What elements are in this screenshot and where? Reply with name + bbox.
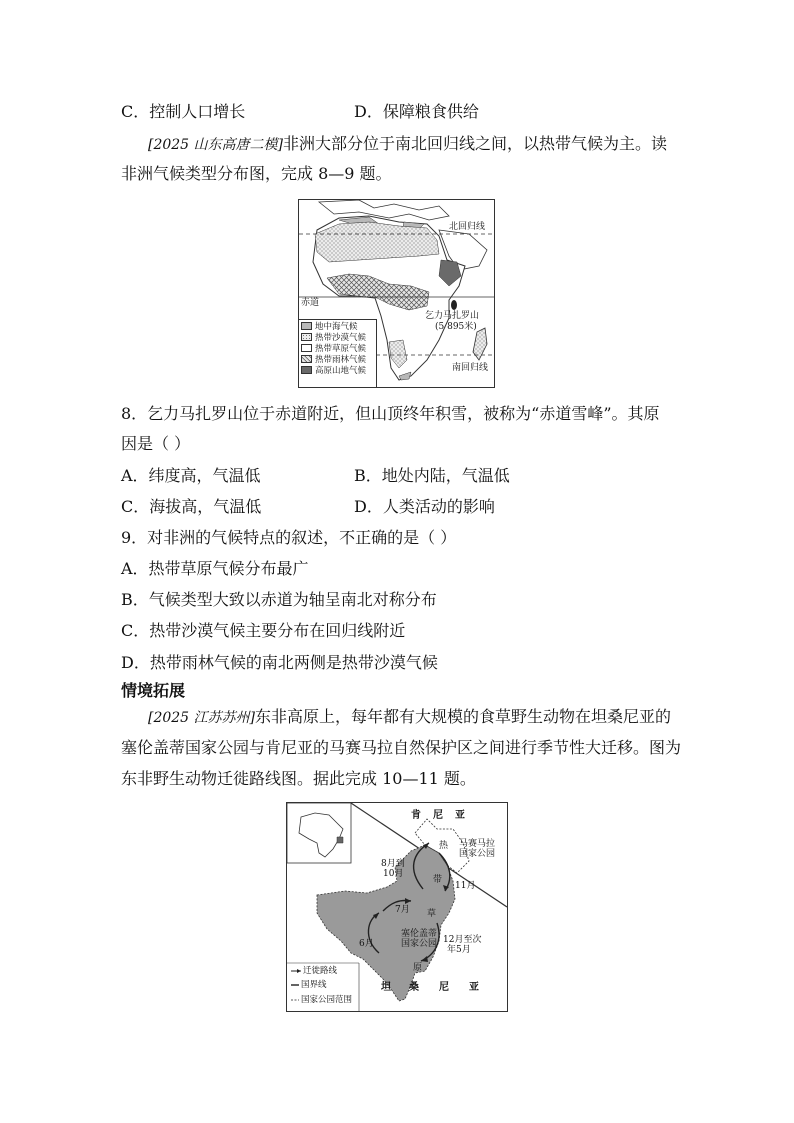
intro-2-line-3: 东非野生动物迁徙路线图。据此完成 10—11 题。 <box>121 769 476 788</box>
legend-route: 迁徙路线 <box>303 966 338 976</box>
source-tag-2: [2025 江苏苏州] <box>148 710 256 726</box>
label-tz-4: 亚 <box>469 982 479 993</box>
intro-2-line-1 <box>148 706 671 729</box>
label-aug: 8月到 <box>381 859 405 869</box>
intro-2-text: 东非高原上，每年都有大规模的食草野生动物在坦桑尼亚的 <box>255 707 672 726</box>
label-kenya-3: 亚 <box>455 810 465 821</box>
q8-option-c: C．海拔高，气温低 <box>121 497 262 516</box>
label-masai-1: 马赛马拉 <box>459 839 496 849</box>
label-jul: 7月 <box>395 905 410 915</box>
intro-1-line-1 <box>148 133 667 156</box>
sahara-desert <box>315 222 439 262</box>
q8-option-a: A．纬度高，气温低 <box>121 466 261 485</box>
legend-savanna: 热带草原气候 <box>299 342 376 353</box>
label-kilimanjaro: 乞力马扎罗山 <box>425 311 480 321</box>
label-dec: 12月至次 <box>443 935 482 945</box>
label-tz-3: 尼 <box>439 982 449 993</box>
label-tropic-south: 南回归线 <box>452 363 489 373</box>
option-c-prev: C．控制人口增长 <box>121 102 246 121</box>
migration-map <box>286 802 508 1012</box>
q8-option-b: B．地处内陆，气温低 <box>354 466 510 485</box>
label-yuan: 原 <box>413 963 423 973</box>
legend-mediterranean: 地中海气候 <box>299 320 376 331</box>
q9-stem: 9．对非洲的气候特点的叙述，不正确的是（ ） <box>121 528 457 547</box>
intro-2-line-2: 塞伦盖蒂国家公园与肯尼亚的马赛马拉自然保护区之间进行季节性大迁移。图为 <box>121 738 682 757</box>
label-kenya-1: 肯 <box>411 810 421 821</box>
q9-option-a: A．热带草原气候分布最广 <box>121 559 309 578</box>
climate-legend <box>299 319 377 387</box>
legend-highland: 高原山地气候 <box>299 364 376 375</box>
label-may: 年5月 <box>447 945 471 955</box>
label-tropic-north: 北回归线 <box>449 222 486 232</box>
section-title: 情境拓展 <box>121 681 186 700</box>
label-masai-2: 国家公园 <box>459 849 496 859</box>
q9-option-c: C．热带沙漠气候主要分布在回归线附近 <box>121 621 406 640</box>
label-cao: 草 <box>427 909 437 919</box>
label-kilimanjaro-height: (5 895米) <box>435 322 477 332</box>
intro-1-line-2: 非洲气候类型分布图，完成 8—9 题。 <box>121 164 392 183</box>
intro-1-text: 非洲大部分位于南北回归线之间，以热带气候为主。读 <box>283 134 668 153</box>
legend-border: 国界线 <box>301 980 327 990</box>
label-dai: 带 <box>433 875 443 885</box>
label-nov: 11月 <box>455 881 476 891</box>
legend-park: 国家公园范围 <box>301 995 353 1005</box>
label-serengeti-2: 国家公园 <box>401 939 438 949</box>
source-tag: [2025 山东高唐二模] <box>148 137 284 153</box>
legend-rainforest: 热带雨林气候 <box>299 353 376 364</box>
legend-desert: 热带沙漠气候 <box>299 331 376 342</box>
europe-shape <box>319 200 449 220</box>
label-jun: 6月 <box>359 939 374 949</box>
label-kenya-2: 尼 <box>433 810 443 821</box>
africa-climate-map <box>298 199 495 388</box>
kilimanjaro-marker <box>451 300 457 310</box>
label-equator: 赤道 <box>301 298 320 308</box>
q9-option-b: B．气候类型大致以赤道为轴呈南北对称分布 <box>121 590 437 609</box>
label-tz-1: 坦 <box>381 982 391 993</box>
q8-stem-2: 因是（ ） <box>121 434 191 453</box>
q8-option-d: D．人类活动的影响 <box>354 497 495 516</box>
label-re: 热 <box>439 841 449 851</box>
q9-option-d: D．热带雨林气候的南北两侧是热带沙漠气候 <box>121 653 438 672</box>
label-tz-2: 桑 <box>409 982 419 993</box>
option-d-prev: D．保障粮食供给 <box>354 102 479 121</box>
q8-stem-1: 8．乞力马扎罗山位于赤道附近，但山顶终年积雪，被称为“赤道雪峰”。其原 <box>121 404 660 423</box>
label-oct: 10月 <box>383 869 404 879</box>
label-serengeti-1: 塞伦盖蒂 <box>401 929 438 939</box>
